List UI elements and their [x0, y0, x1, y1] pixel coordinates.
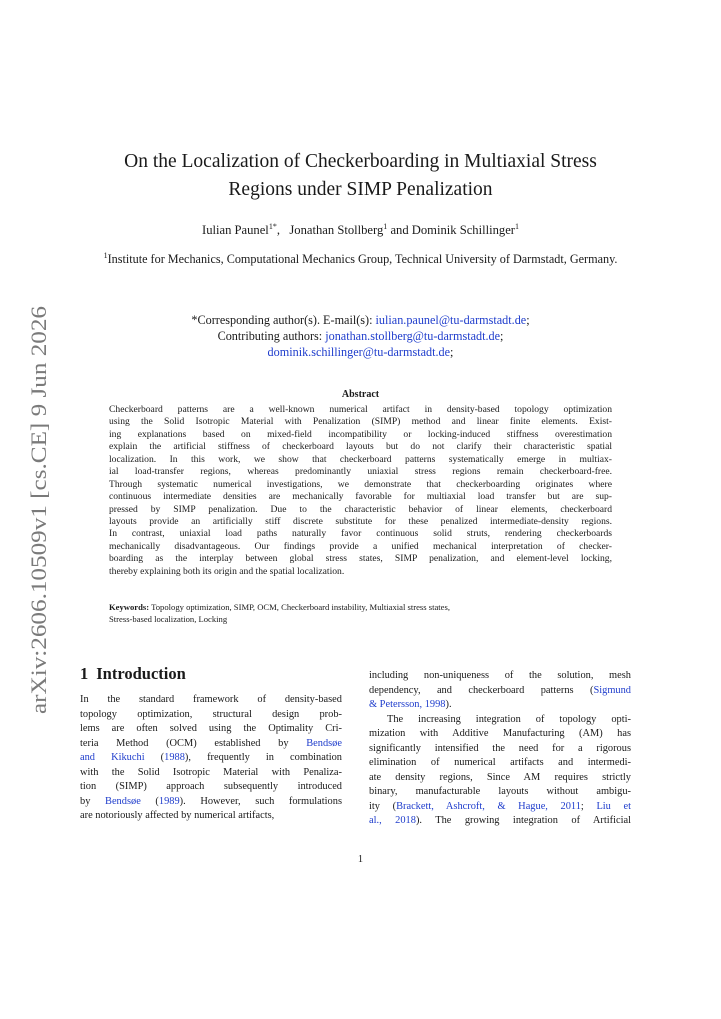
keywords-line-1: [109, 601, 612, 613]
body-line: [369, 814, 631, 829]
author-name: Dominik Schillinger: [411, 223, 515, 238]
arxiv-stamp: [6, 300, 66, 720]
body-text: (: [144, 752, 165, 764]
paper-title: [80, 148, 641, 204]
body-line: ate density regions, Since AM requires strictly: [369, 771, 631, 783]
citation-link[interactable]: Sigmund: [593, 684, 631, 696]
body-text: ;: [580, 800, 597, 812]
corresponding-author-line: [80, 312, 641, 328]
abstract-line: ial load-transfer regions, whereas predominantly uniaxial stress regions remain checkerboard-free.: [109, 466, 612, 478]
citation-link[interactable]: Brackett, Ashcroft, & Hague, 2011: [396, 800, 581, 812]
body-line: [369, 684, 631, 699]
email-separator: ;: [526, 313, 530, 327]
body-line: tion (SIMP) approach subsequently introduced: [80, 781, 342, 793]
author-list: Iulian Paunel$^{1*}$, Jonathan Stollberg$^1$ and Dominik Schillinger$^1$: [202, 222, 519, 238]
affiliation: [100, 248, 621, 267]
body-line: [369, 698, 631, 713]
citation-link[interactable]: & Petersson, 1998: [369, 699, 446, 711]
citation-year-link[interactable]: 1988: [164, 752, 185, 764]
body-line: [369, 800, 631, 815]
author-affiliation-mark: 1: [514, 222, 519, 231]
keywords: [109, 601, 612, 625]
keywords-text-1: Topology optimization, SIMP, OCM, Checkerboard instability, Multiaxial stress states,: [151, 602, 450, 612]
body-text: ), frequently in combination: [184, 752, 342, 764]
abstract-line: using the Solid Isotropic Material with Penalization (SIMP) method and linear finite elements. Exist-: [109, 416, 612, 428]
body-text: ). However, such formulations: [179, 795, 342, 807]
body-line: with the Solid Isotropic Material with Penaliza-: [80, 766, 342, 778]
contact-block: [80, 312, 641, 360]
body-line: significantly intensified the need for a rigorous: [369, 742, 631, 754]
keywords-label: Keywords:: [109, 602, 150, 612]
citation-link[interactable]: Bendsøe: [306, 737, 342, 749]
body-line: [80, 751, 342, 766]
citation-link[interactable]: al., 2018: [369, 815, 416, 827]
contributing-email-link[interactable]: dominik.schillinger@tu-darmstadt.de: [267, 345, 451, 359]
keywords-line-2: Stress-based localization, Locking: [109, 614, 228, 624]
corresponding-label: *Corresponding author(s). E-mail(s):: [191, 313, 373, 327]
abstract-line: ing explanations based on mixed-field incompatibility or locking-induced stiffness overestimation: [109, 428, 612, 440]
abstract-line: Checkerboard patterns are a well-known numerical artifact in density-based topology optimization: [109, 404, 612, 415]
body-text: dependency, and checkerboard patterns (: [369, 684, 594, 696]
abstract-line: thereby explaining both its origin and the spatial localization.: [109, 565, 345, 577]
paper-title-line-2: Regions under SIMP Penalization: [228, 179, 493, 200]
body-line: including non-uniqueness of the solution, mesh: [369, 670, 631, 681]
body-text: by: [80, 795, 106, 807]
abstract-line: layouts provide an artificially stiff discrete substitute for these penalized intermediate-density regions.: [109, 515, 612, 527]
body-line: elimination of numerical artifacts and intermedi-: [369, 757, 631, 769]
contributing-label: Contributing authors:: [217, 329, 323, 343]
section-heading-introduction: [80, 664, 186, 684]
abstract-heading: Abstract: [341, 389, 380, 400]
body-line: binary, manufacturable layouts without ambigu-: [369, 786, 631, 798]
citation-link[interactable]: and Kikuchi: [80, 752, 145, 764]
page-number: 1: [357, 854, 364, 865]
body-text: (: [140, 795, 159, 807]
abstract-line: localization. In this work, we show that checkerboard patterns systematically emerge in multiax-: [109, 453, 612, 465]
author-affiliation-mark: 1: [383, 222, 388, 231]
body-text: ).: [445, 699, 452, 711]
section-title: Introduction: [96, 664, 186, 683]
body-text: ity (: [369, 800, 397, 812]
body-line: In the standard framework of density-based: [80, 694, 342, 705]
corresponding-email-link[interactable]: iulian.paunel@tu-darmstadt.de: [375, 313, 527, 327]
contributing-email-link[interactable]: jonathan.stollberg@tu-darmstadt.de: [325, 329, 501, 343]
arxiv-stamp-text: arXiv:2606.10509v1 [cs.CE] 9 Jun 2026: [26, 357, 51, 714]
section-number: 1: [80, 664, 89, 683]
intro-left-column: [80, 693, 342, 824]
contributing-authors-line-2: [80, 344, 641, 360]
body-text: ). The growing integration of Artificial: [415, 815, 632, 827]
email-separator: ;: [450, 345, 454, 359]
abstract-line: Through systematic numerical investigations, we demonstrate that checkerboarding originates where: [109, 478, 612, 490]
body-line: [80, 737, 342, 752]
abstract-line: boarding as the interplay between global stress states, SIMP penalization, and element-level locking,: [109, 553, 612, 565]
intro-right-column: [369, 669, 631, 829]
body-line: are notoriously affected by numerical artifacts,: [80, 810, 275, 822]
abstract-line: continuous intermediate densities are mechanically favorable for multiaxial load transfer but are sup-: [109, 491, 612, 503]
abstract-line: mechanically disadvantageous. Our findings provide a unified mechanical interpretation of checker-: [109, 540, 612, 552]
citation-link[interactable]: Bendsøe: [105, 795, 141, 807]
citation-year-link[interactable]: 1989: [158, 795, 180, 807]
author-name: Jonathan Stollberg: [289, 223, 384, 238]
author-name: Iulian Paunel: [202, 223, 269, 238]
abstract-line: explain the artificial stiffness of checkerboard layouts but do not clarify their characteristic spatial: [109, 441, 612, 453]
body-line: [80, 795, 342, 810]
body-line: lems are often solved using the Optimality Cri-: [80, 723, 342, 735]
citation-link[interactable]: Liu et: [596, 800, 631, 812]
body-line: topology optimization, structural design prob-: [80, 708, 342, 720]
contributing-authors-line: [80, 328, 641, 344]
author-affiliation-mark: 1*: [268, 222, 277, 231]
affiliation-mark: 1: [103, 251, 108, 260]
abstract-line: pressed by SIMP penalization. Due to the characteristic behavior of linear elements, checkerboard: [109, 503, 612, 515]
body-line: The increasing integration of topology opti-: [387, 713, 631, 725]
email-separator: ;: [500, 329, 504, 343]
abstract-line: In contrast, uniaxial load paths naturally favor continuous solid struts, rendering checkerboards: [109, 528, 612, 540]
abstract-body: [109, 404, 612, 578]
body-text: teria Method (OCM) established by: [80, 737, 307, 749]
author-conjunction: and: [390, 223, 409, 238]
body-line: mization with Additive Manufacturing (AM) has: [369, 728, 631, 740]
affiliation-text: Institute for Mechanics, Computational Mechanics Group, Technical University of Darmstadt, Germany.: [107, 252, 618, 267]
paper-title-line-1: On the Localization of Checkerboarding in Multiaxial Stress: [124, 151, 597, 172]
